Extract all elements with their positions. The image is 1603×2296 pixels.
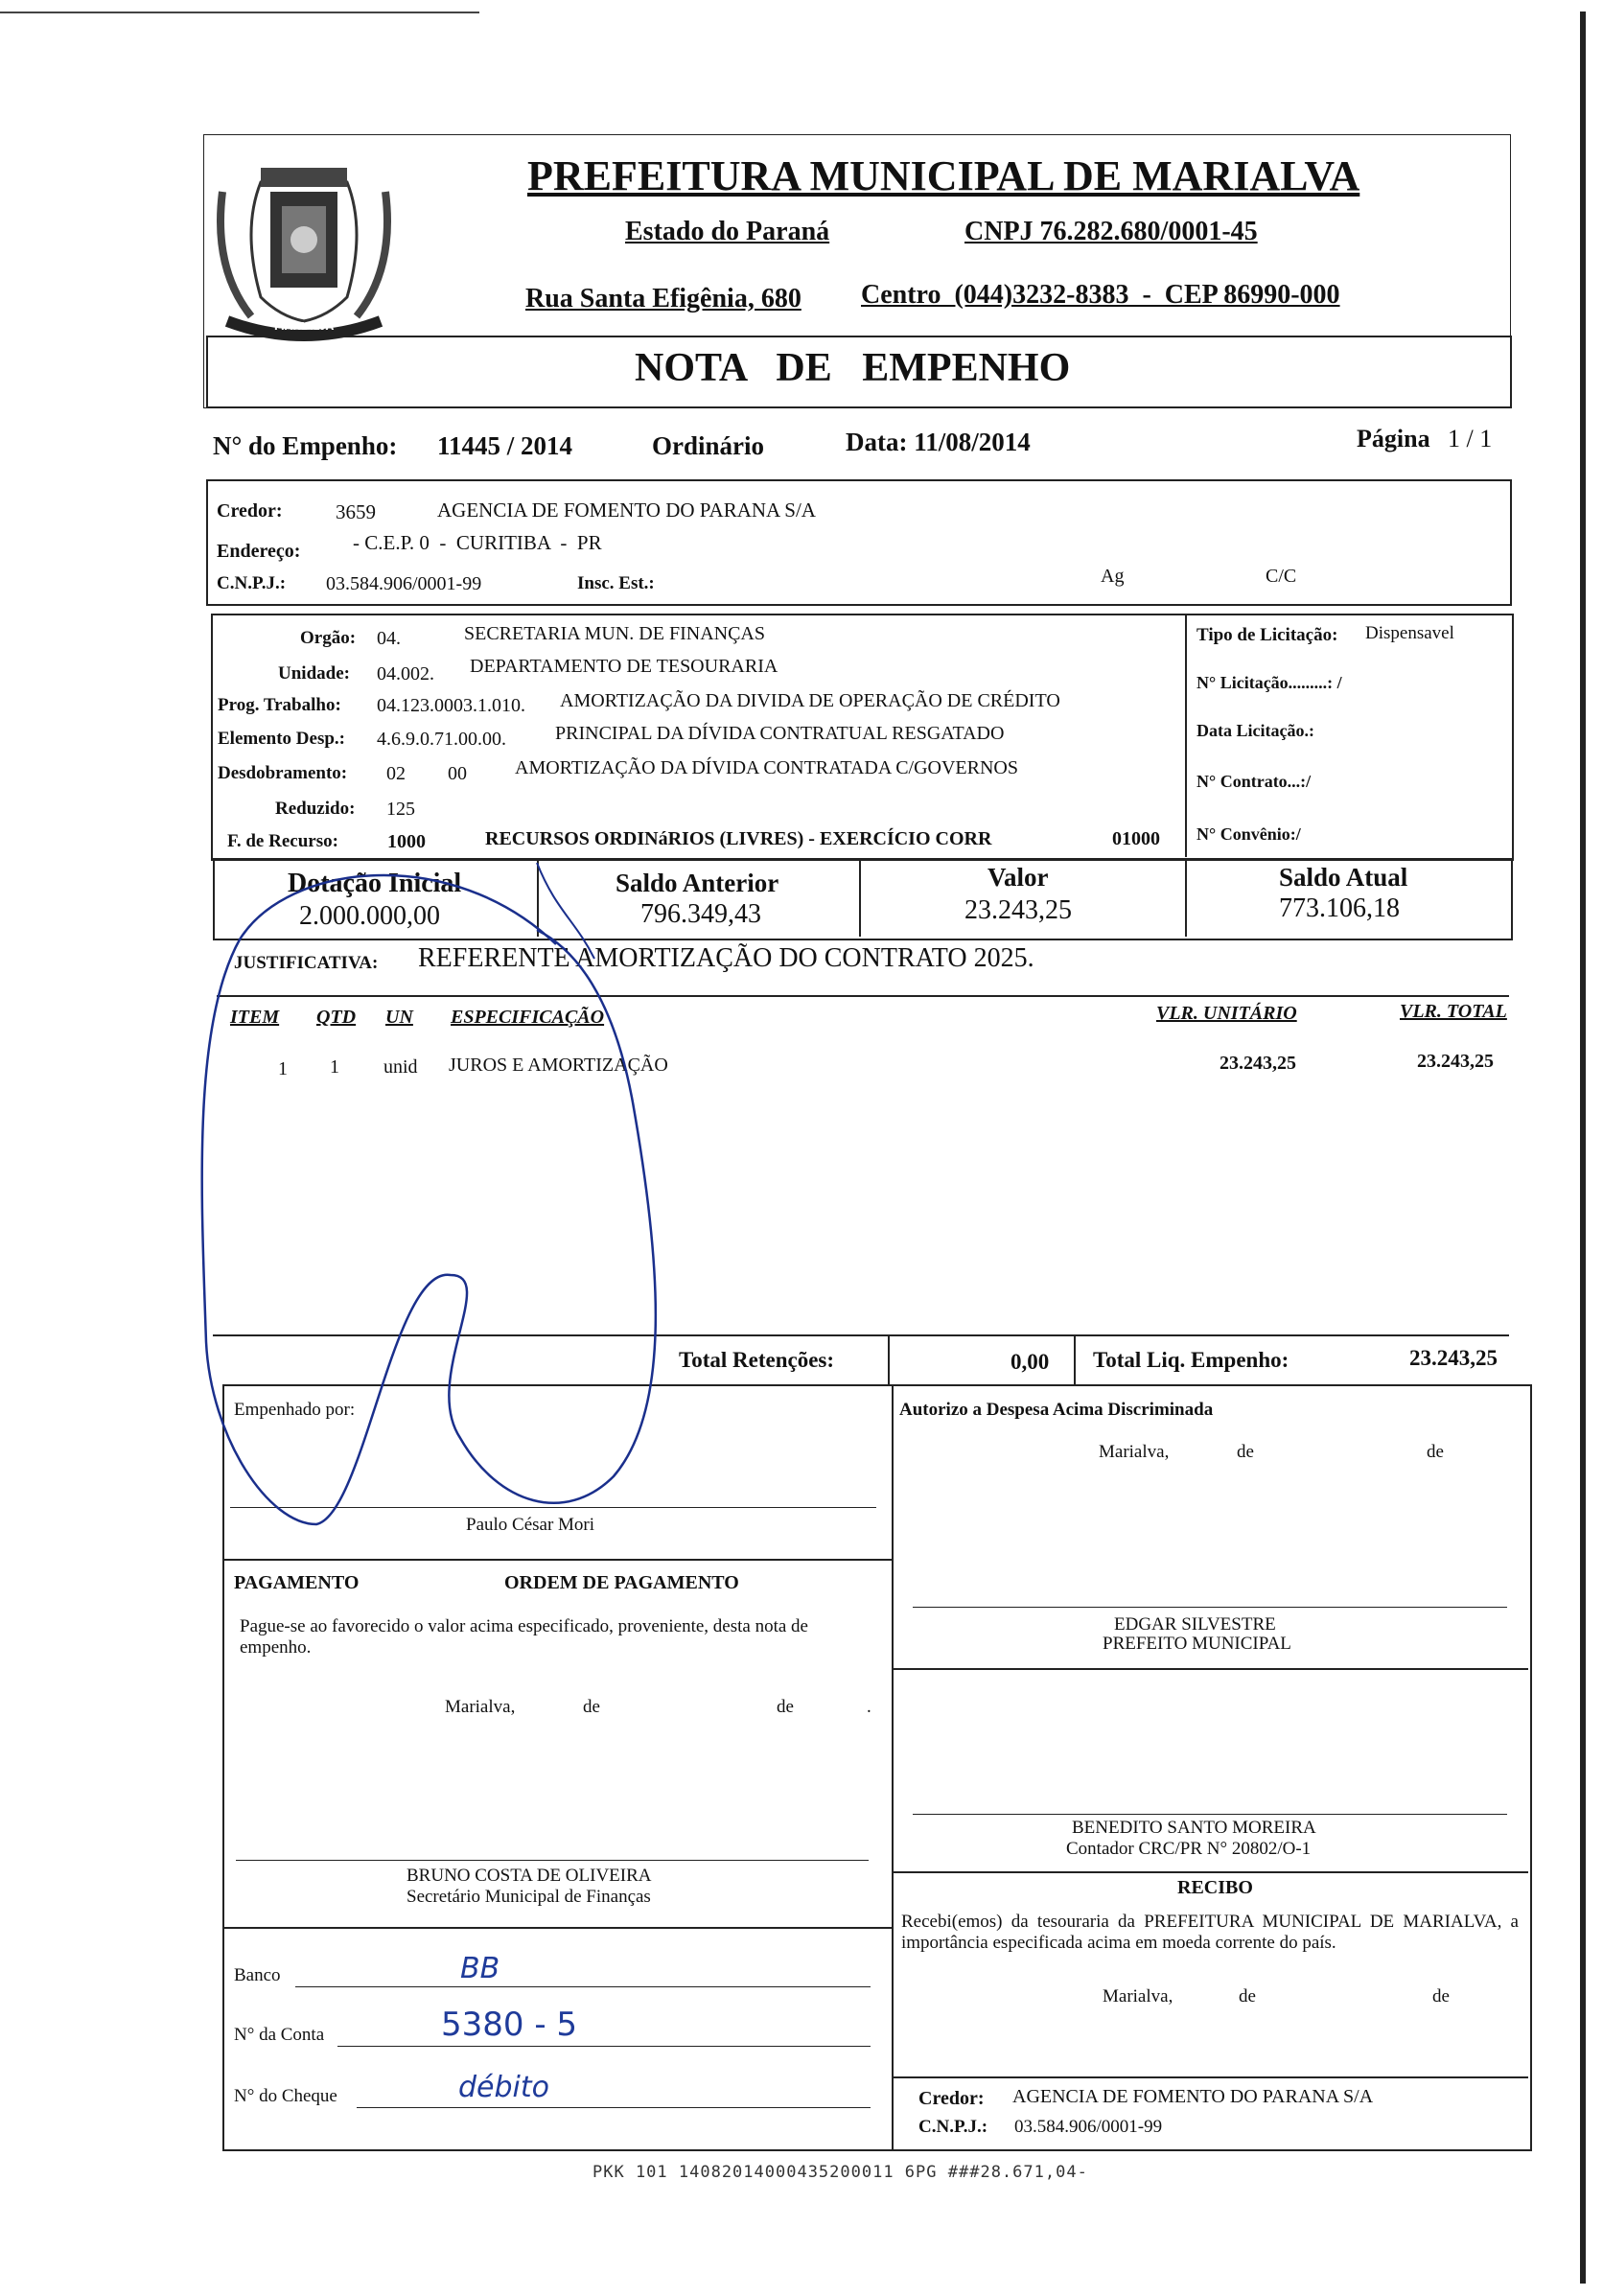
row-unit: 23.243,25	[1220, 1053, 1296, 1074]
desd-code-b: 00	[448, 763, 467, 784]
anterior-label: Saldo Anterior	[616, 869, 779, 897]
footer-code: PKK 101 14082014000435200011 6PG ###28.671,04-	[592, 2163, 1088, 2182]
recibo-credor-label: Credor:	[918, 2088, 985, 2109]
recibo-text: Recebi(emos) da tesouraria da PREFEITURA MUNICIPAL DE MARIALVA, a importância especificada acima em moeda corrente do país.	[901, 1912, 1519, 1953]
ordem-label: ORDEM DE PAGAMENTO	[504, 1572, 739, 1593]
cc-label: C/C	[1266, 566, 1297, 587]
recibo-cnpj: 03.584.906/0001-99	[1014, 2117, 1163, 2137]
pagamento-dot: .	[867, 1697, 871, 1717]
row-item: 1	[278, 1058, 288, 1079]
unidade-label: Unidade:	[278, 663, 350, 684]
numero-contrato: N° Contrato...:/	[1196, 772, 1312, 791]
orgao-code: 04.	[377, 628, 401, 649]
valor-value: 23.243,25	[964, 895, 1072, 925]
header-street: Rua Santa Efigênia, 680	[525, 284, 802, 313]
insc-label: Insc. Est.:	[577, 573, 655, 593]
prog-name: AMORTIZAÇÃO DA DIVIDA DE OPERAÇÃO DE CRÉDITO	[560, 690, 1060, 711]
credor-code: 3659	[336, 500, 376, 523]
pagamento-de-2: de	[777, 1697, 794, 1717]
empenho-type: Ordinário	[652, 431, 765, 460]
liquido-value: 23.243,25	[1409, 1346, 1498, 1370]
empenhado-name: Paulo César Mori	[466, 1515, 595, 1535]
header-contact: Centro (044)3232-8383 - CEP 86990-000	[861, 280, 1340, 310]
liquido-label: Total Liq. Empenho:	[1093, 1348, 1289, 1372]
ag-label: Ag	[1101, 566, 1125, 587]
credor-name: AGENCIA DE FOMENTO DO PARANA S/A	[437, 499, 816, 522]
reduzido-label: Reduzido:	[275, 799, 356, 819]
empenho-number: 11445 / 2014	[437, 431, 573, 460]
tipo-licitacao-value: Dispensavel	[1365, 623, 1454, 643]
recibo-credor: AGENCIA DE FOMENTO DO PARANA S/A	[1012, 2086, 1374, 2107]
justificativa-label: JUSTIFICATIVA:	[234, 953, 379, 973]
atual-value: 773.106,18	[1279, 893, 1400, 923]
elem-label: Elemento Desp.:	[218, 729, 345, 749]
header-cnpj: CNPJ 76.282.680/0001-45	[964, 217, 1258, 246]
contador-name: BENEDITO SANTO MOREIRA	[1072, 1818, 1316, 1838]
retencoes-label: Total Retenções:	[679, 1348, 835, 1372]
col-qtd: QTD	[316, 1007, 357, 1028]
unidade-code: 04.002.	[377, 663, 434, 684]
orgao-label: Orgão:	[300, 628, 357, 648]
prefeito-title: PREFEITO MUNICIPAL	[1103, 1634, 1291, 1654]
recibo-de: de	[1239, 1986, 1256, 2006]
elem-code: 4.6.9.0.71.00.00.	[377, 729, 506, 750]
pagamento-label: PAGAMENTO	[234, 1572, 360, 1593]
col-un: UN	[385, 1007, 413, 1028]
desd-name: AMORTIZAÇÃO DA DÍVIDA CONTRATADA C/GOVERNOS	[515, 757, 1018, 778]
reduzido-value: 125	[386, 799, 415, 820]
address-value: - C.E.P. 0 - CURITIBA - PR	[353, 531, 602, 554]
prog-code: 04.123.0003.1.010.	[377, 695, 525, 716]
header-title: PREFEITURA MUNICIPAL DE MARIALVA	[527, 152, 1360, 199]
retencoes-value: 0,00	[1011, 1350, 1050, 1374]
header-state: Estado do Paraná	[625, 217, 830, 246]
pagamento-text: Pague-se ao favorecido o valor acima especificado, proveniente, desta nota de empenho.	[240, 1616, 808, 1658]
row-qtd: 1	[330, 1056, 339, 1078]
col-especificacao: ESPECIFICAÇÃO	[451, 1007, 605, 1028]
empenho-number-label: N° do Empenho:	[213, 431, 398, 460]
anterior-value: 796.349,43	[640, 899, 761, 929]
cheque-value: débito	[458, 2071, 549, 2104]
col-unit: VLR. UNITÁRIO	[1156, 1003, 1297, 1024]
secretario-title: Secretário Municipal de Finanças	[407, 1887, 651, 1907]
recibo-place: Marialva,	[1103, 1986, 1173, 2006]
conta-label: N° da Conta	[234, 2025, 325, 2045]
dotacao-label: Dotação Inicial	[288, 869, 462, 898]
dotacao-value: 2.000.000,00	[299, 901, 440, 931]
prog-label: Prog. Trabalho:	[218, 695, 341, 715]
numero-convenio: N° Convênio:/	[1196, 824, 1301, 844]
atual-label: Saldo Atual	[1279, 863, 1408, 892]
recibo-de-2: de	[1432, 1986, 1450, 2006]
autorizo-text: Autorizo a Despesa Acima Discriminada	[899, 1400, 1214, 1420]
empenho-date: Data: 11/08/2014	[846, 428, 1031, 456]
recibo-cnpj-label: C.N.P.J.:	[918, 2117, 988, 2137]
elem-name: PRINCIPAL DA DÍVIDA CONTRATUAL RESGATADO	[555, 723, 1005, 744]
pagamento-de: de	[583, 1697, 600, 1717]
numero-licitacao: N° Licitação.........: /	[1196, 673, 1342, 692]
desd-code-a: 02	[386, 763, 406, 784]
recurso-number: 01000	[1112, 828, 1160, 849]
page-number: 1 / 1	[1448, 425, 1493, 452]
autorizo-de-2: de	[1427, 1442, 1444, 1462]
col-total: VLR. TOTAL	[1400, 1001, 1507, 1022]
pagamento-place: Marialva,	[445, 1697, 516, 1717]
address-label: Endereço:	[217, 541, 301, 562]
credor-cnpj-label: C.N.P.J.:	[217, 573, 287, 593]
empenhado-label: Empenhado por:	[234, 1400, 356, 1420]
row-total: 23.243,25	[1417, 1051, 1494, 1072]
desd-label: Desdobramento:	[218, 763, 348, 783]
data-licitacao: Data Licitação.:	[1196, 721, 1314, 740]
justificativa-text: REFERENTE AMORTIZAÇÃO DO CONTRATO 2025.	[418, 943, 1034, 973]
secretario-name: BRUNO COSTA DE OLIVEIRA	[407, 1866, 652, 1886]
banco-value: BB	[460, 1952, 500, 1985]
conta-value: 5380 - 5	[441, 2006, 578, 2044]
row-especificacao: JUROS E AMORTIZAÇÃO	[449, 1055, 668, 1076]
cheque-label: N° do Cheque	[234, 2086, 337, 2106]
contador-title: Contador CRC/PR N° 20802/O-1	[1066, 1839, 1312, 1859]
orgao-name: SECRETARIA MUN. DE FINANÇAS	[464, 623, 765, 644]
tipo-licitacao-label: Tipo de Licitação:	[1196, 625, 1338, 645]
crest-ribbon-text: MARIALVA	[273, 320, 335, 333]
row-un: unid	[383, 1056, 418, 1078]
page-label: Página	[1357, 425, 1430, 452]
col-item: ITEM	[230, 1007, 280, 1028]
banco-label: Banco	[234, 1965, 281, 1985]
credor-cnpj: 03.584.906/0001-99	[326, 573, 482, 594]
recurso-name: RECURSOS ORDINáRIOS (LIVRES) - EXERCÍCIO CORR	[485, 828, 992, 849]
unidade-name: DEPARTAMENTO DE TESOURARIA	[470, 656, 778, 677]
doc-title: NOTA DE EMPENHO	[635, 346, 1071, 390]
valor-label: Valor	[987, 863, 1049, 892]
recurso-code: 1000	[387, 831, 426, 852]
credor-label: Credor:	[217, 500, 283, 522]
autorizo-de: de	[1237, 1442, 1254, 1462]
autorizo-place: Marialva,	[1099, 1442, 1170, 1462]
prefeito-name: EDGAR SILVESTRE	[1114, 1614, 1276, 1635]
recibo-title: RECIBO	[1177, 1877, 1253, 1898]
recurso-label: F. de Recurso:	[227, 831, 338, 851]
